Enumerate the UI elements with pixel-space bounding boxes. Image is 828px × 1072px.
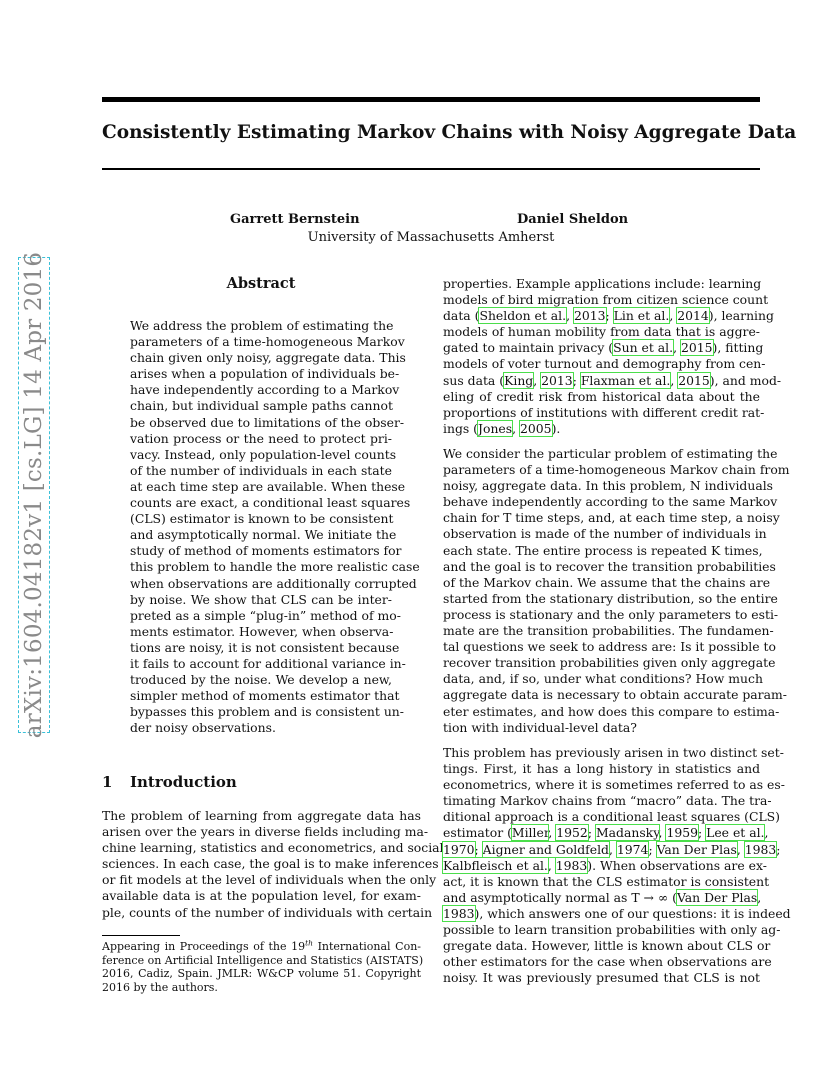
- citation-link[interactable]: Flaxman et al.: [580, 372, 671, 388]
- text-run: data (: [443, 308, 480, 324]
- text-run: ).: [551, 420, 561, 436]
- intro-line: available data is at the population level, for exam-: [102, 888, 421, 904]
- para-line: noisy. It was previously presumed that CLS is not: [443, 970, 760, 986]
- history-paragraph: [443, 745, 791, 986]
- citation-year-link[interactable]: 2013: [541, 372, 573, 388]
- citation-link[interactable]: Van Der Plas: [676, 889, 758, 905]
- footnote-line: ference on Artificial Intelligence and Statistics (AISTATS): [102, 953, 424, 967]
- text-run: ,: [669, 308, 678, 324]
- author-1: Garrett Bernstein: [230, 212, 360, 227]
- para-line: tion with individual-level data?: [443, 719, 637, 735]
- abstract-line: have independently according to a Markov: [130, 382, 400, 398]
- text-run: ;: [648, 841, 657, 857]
- footnote-line: 2016 by the authors.: [102, 980, 218, 994]
- section-number: 1: [102, 773, 113, 791]
- para-line: [443, 905, 791, 922]
- citation-year-link[interactable]: 2014: [677, 308, 709, 324]
- abstract-body: [130, 318, 420, 736]
- abstract-line: bypasses this problem and is consistent un-: [130, 704, 404, 720]
- para-line: mate are the transition probabilities. The fundamen-: [443, 623, 774, 639]
- abstract-line: preted as a simple “plug-in” method of mo-: [130, 607, 401, 623]
- text-run: ,: [736, 841, 745, 857]
- citation-link[interactable]: Miller: [511, 825, 549, 841]
- text-run: ), fitting: [712, 340, 764, 356]
- abstract-line: counts are exact, a conditional least squares: [130, 495, 411, 511]
- arxiv-stamp[interactable]: [18, 251, 50, 739]
- title-top-rule: [102, 97, 760, 102]
- text-run: ,: [764, 825, 769, 841]
- citation-year-link[interactable]: 2015: [678, 372, 710, 388]
- para-line: process is stationary and the only parameters to esti-: [443, 606, 779, 622]
- abstract-line: tions are noisy, it is not consistent because: [130, 639, 400, 655]
- citation-link[interactable]: Sun et al.: [613, 340, 674, 356]
- para-line: started from the stationary distribution, so the entire: [443, 590, 778, 606]
- para-line: [443, 857, 767, 874]
- abstract-line: chain given only noisy, aggregate data. This: [130, 350, 406, 366]
- abstract-line: vation process or the need to protect pri-: [130, 430, 392, 446]
- text-run: ings (: [443, 420, 479, 436]
- para-line: act, it is known that the CLS estimator is consistent: [443, 873, 770, 889]
- text-run: ,: [566, 308, 574, 324]
- para-line: gregate data. However, little is known about CLS or: [443, 938, 771, 954]
- para-line: We consider the particular problem of estimating the: [443, 446, 778, 461]
- text-run: ), which answers one of our questions: it is indeed: [474, 905, 791, 921]
- para-line: and the goal is to recover the transition probabilities: [443, 558, 776, 574]
- para-line: ditional approach is a conditional least squares (CLS): [443, 809, 781, 825]
- para-line: [443, 372, 782, 389]
- abstract-line: parameters of a time-homogeneous Markov: [130, 334, 405, 350]
- text-run: and asymptotically normal as T → ∞ (: [443, 889, 677, 905]
- abstract-line: it fails to account for additional variance in-: [130, 655, 406, 671]
- intro-line: arisen over the years in diverse fields including ma-: [102, 824, 429, 840]
- para-line: aggregate data is necessary to obtain accurate param-: [443, 687, 787, 703]
- abstract-line: We address the problem of estimating the: [130, 318, 394, 333]
- para-line: [443, 340, 764, 356]
- citation-link[interactable]: Aigner and Goldfeld: [482, 841, 609, 857]
- arxiv-stamp-text: arXiv:1604.04182v1 [cs.LG] 14 Apr 2016: [21, 251, 47, 739]
- abstract-line: der noisy observations.: [130, 720, 276, 736]
- footnote-sup: th: [305, 938, 313, 948]
- citation-link[interactable]: Madansky: [595, 825, 659, 841]
- text-run: ,: [533, 372, 542, 388]
- citation-link[interactable]: Lee et al.: [706, 825, 765, 841]
- para-line: data, and, if so, under what conditions? How much: [443, 671, 763, 687]
- para-line: behave independently according to the same Markov: [443, 494, 778, 510]
- abstract-line: arises when a population of individuals be-: [130, 366, 400, 382]
- para-line: observation is made of the number of individuals in: [443, 526, 767, 542]
- footnote-pre: Appearing in Proceedings of the 19: [102, 940, 306, 953]
- intro-line: The problem of learning from aggregate data has: [102, 808, 421, 823]
- citation-year-link[interactable]: 1974: [616, 841, 649, 857]
- footnote-line: 2016, Cadiz, Spain. JMLR: W&CP volume 51. Copyright: [102, 967, 421, 981]
- citation-link[interactable]: King: [504, 372, 534, 388]
- abstract-line: of the number of individuals in each state: [130, 462, 392, 478]
- citation-year-link[interactable]: 2005: [520, 420, 552, 436]
- para-line: [443, 308, 774, 324]
- text-run: ;: [697, 825, 707, 841]
- citation-year-link[interactable]: 2013: [573, 308, 606, 324]
- para-line: of the Markov chain. We assume that the chains are: [443, 574, 771, 590]
- para-line: models of bird migration from citizen science count: [443, 292, 769, 308]
- intro-line: ple, counts of the number of individuals with certain: [102, 904, 433, 920]
- text-run: ,: [609, 841, 617, 857]
- text-run: ;: [605, 308, 614, 324]
- citation-year-link[interactable]: 2015: [680, 340, 713, 356]
- para-line: [443, 890, 760, 906]
- paper-title: Consistently Estimating Markov Chains with Noisy Aggregate Data: [102, 122, 797, 143]
- citation-link[interactable]: Jones: [478, 420, 513, 436]
- para-line: tings. First, it has a long history in statistics and: [443, 761, 760, 777]
- para-line: noisy, aggregate data. In this problem, N individuals: [443, 478, 774, 494]
- para-line: models of human mobility from data that is aggre-: [443, 324, 760, 340]
- para-line: proportions of institutions with different credit rat-: [443, 404, 765, 420]
- para-line: eter estimates, and how does this compare to estima-: [443, 703, 780, 719]
- para-line: possible to learn transition probabilities with only ag-: [443, 922, 781, 938]
- citation-year-link[interactable]: 1959: [666, 825, 698, 841]
- citation-year-link[interactable]: 1970: [443, 841, 475, 857]
- para-line: eling of credit risk from historical data about the: [443, 388, 760, 404]
- author-2: Daniel Sheldon: [517, 212, 629, 227]
- text-run: ,: [670, 372, 679, 388]
- abstract-line: vacy. Instead, only population-level counts: [130, 446, 397, 462]
- text-run: ). When observations are ex-: [587, 857, 767, 873]
- footnote-rule: [102, 935, 180, 936]
- abstract-heading: Abstract: [226, 275, 296, 292]
- text-run: ), learning: [708, 308, 774, 324]
- text-run: ;: [572, 372, 581, 388]
- title-bottom-rule: [102, 168, 760, 170]
- para-line: models of voter turnout and demography from cen-: [443, 356, 766, 372]
- text-run: ,: [673, 340, 681, 356]
- citation-link[interactable]: Van Der Plas: [656, 841, 737, 857]
- intro-line: chine learning, statistics and econometrics, and social: [102, 840, 444, 856]
- citation-year-link[interactable]: 1952: [556, 825, 588, 841]
- abstract-line: this problem to handle the more realistic case: [130, 559, 420, 575]
- para-line: parameters of a time-homogeneous Markov chain from: [443, 462, 790, 478]
- para-line: [443, 421, 760, 437]
- text-run: ,: [658, 825, 667, 841]
- intro-line: sciences. In each case, the goal is to make inferences: [102, 856, 439, 872]
- para-line: tal questions we seek to address are: Is it possible to: [443, 639, 776, 655]
- abstract-line: troduced by the noise. We develop a new,: [130, 672, 392, 688]
- citation-year-link[interactable]: 1983: [555, 857, 588, 873]
- abstract-line: be observed due to limitations of the obser-: [130, 414, 405, 430]
- text-run: ,: [512, 420, 521, 436]
- text-run: ,: [547, 857, 556, 873]
- para-line: [443, 825, 769, 841]
- text-run: ), and mod-: [709, 372, 782, 388]
- para-line: timating Markov chains from “macro” data. The tra-: [443, 793, 772, 809]
- abstract-line: simpler method of moments estimator that: [130, 688, 400, 704]
- intro-line: or fit models at the level of individuals when the only: [102, 872, 437, 888]
- citation-year-link[interactable]: 1983: [744, 841, 777, 857]
- text-run: ,: [757, 889, 762, 905]
- text-run: ;: [587, 825, 596, 841]
- abstract-line: at each time step are available. When these: [130, 478, 406, 494]
- para-line: chain for T time steps, and, at each time step, a noisy: [443, 510, 780, 526]
- para-line: This problem has previously arisen in two distinct set-: [443, 745, 784, 760]
- abstract-line: chain, but individual sample paths cannot: [130, 398, 393, 414]
- text-run: estimator (: [443, 825, 512, 841]
- citation-year-link[interactable]: 1983: [443, 905, 475, 921]
- abstract-line: and asymptotically normal. We initiate the: [130, 527, 397, 543]
- text-run: ;: [474, 841, 483, 857]
- abstract-line: (CLS) estimator is known to be consistent: [130, 511, 394, 527]
- para-line: recover transition probabilities given only aggregate: [443, 655, 776, 671]
- para-line: each state. The entire process is repeated K times,: [443, 542, 763, 558]
- footnote-post: International Con-: [312, 940, 421, 953]
- abstract-line: by noise. We show that CLS can be inter-: [130, 591, 392, 607]
- section-heading: [102, 773, 237, 791]
- citation-link[interactable]: Lin et al.: [613, 308, 670, 324]
- intro-paragraph: [102, 808, 444, 921]
- abstract-line: when observations are additionally corrupted: [130, 575, 417, 591]
- citation-link[interactable]: Kalbfleisch et al.: [443, 857, 548, 873]
- abstract-line: study of method of moments estimators for: [130, 543, 402, 559]
- section-title: Introduction: [130, 773, 237, 791]
- citation-link[interactable]: Sheldon et al.: [479, 308, 567, 324]
- footnote: [102, 938, 424, 994]
- text-run: ,: [548, 825, 557, 841]
- para-line: properties. Example applications include: learning: [443, 276, 762, 291]
- problem-paragraph: [443, 446, 790, 736]
- text-run: ;: [776, 841, 781, 857]
- para-line: other estimators for the case when observations are: [443, 954, 772, 970]
- text-run: sus data (: [443, 372, 505, 388]
- affiliation: University of Massachusetts Amherst: [307, 230, 555, 245]
- applications-paragraph: [443, 276, 782, 437]
- abstract-line: ments estimator. However, when observa-: [130, 623, 394, 639]
- footnote-line: [102, 940, 421, 954]
- para-line: econometrics, where it is sometimes referred to as es-: [443, 777, 785, 793]
- text-run: gated to maintain privacy (: [443, 340, 614, 356]
- para-line: [443, 841, 781, 858]
